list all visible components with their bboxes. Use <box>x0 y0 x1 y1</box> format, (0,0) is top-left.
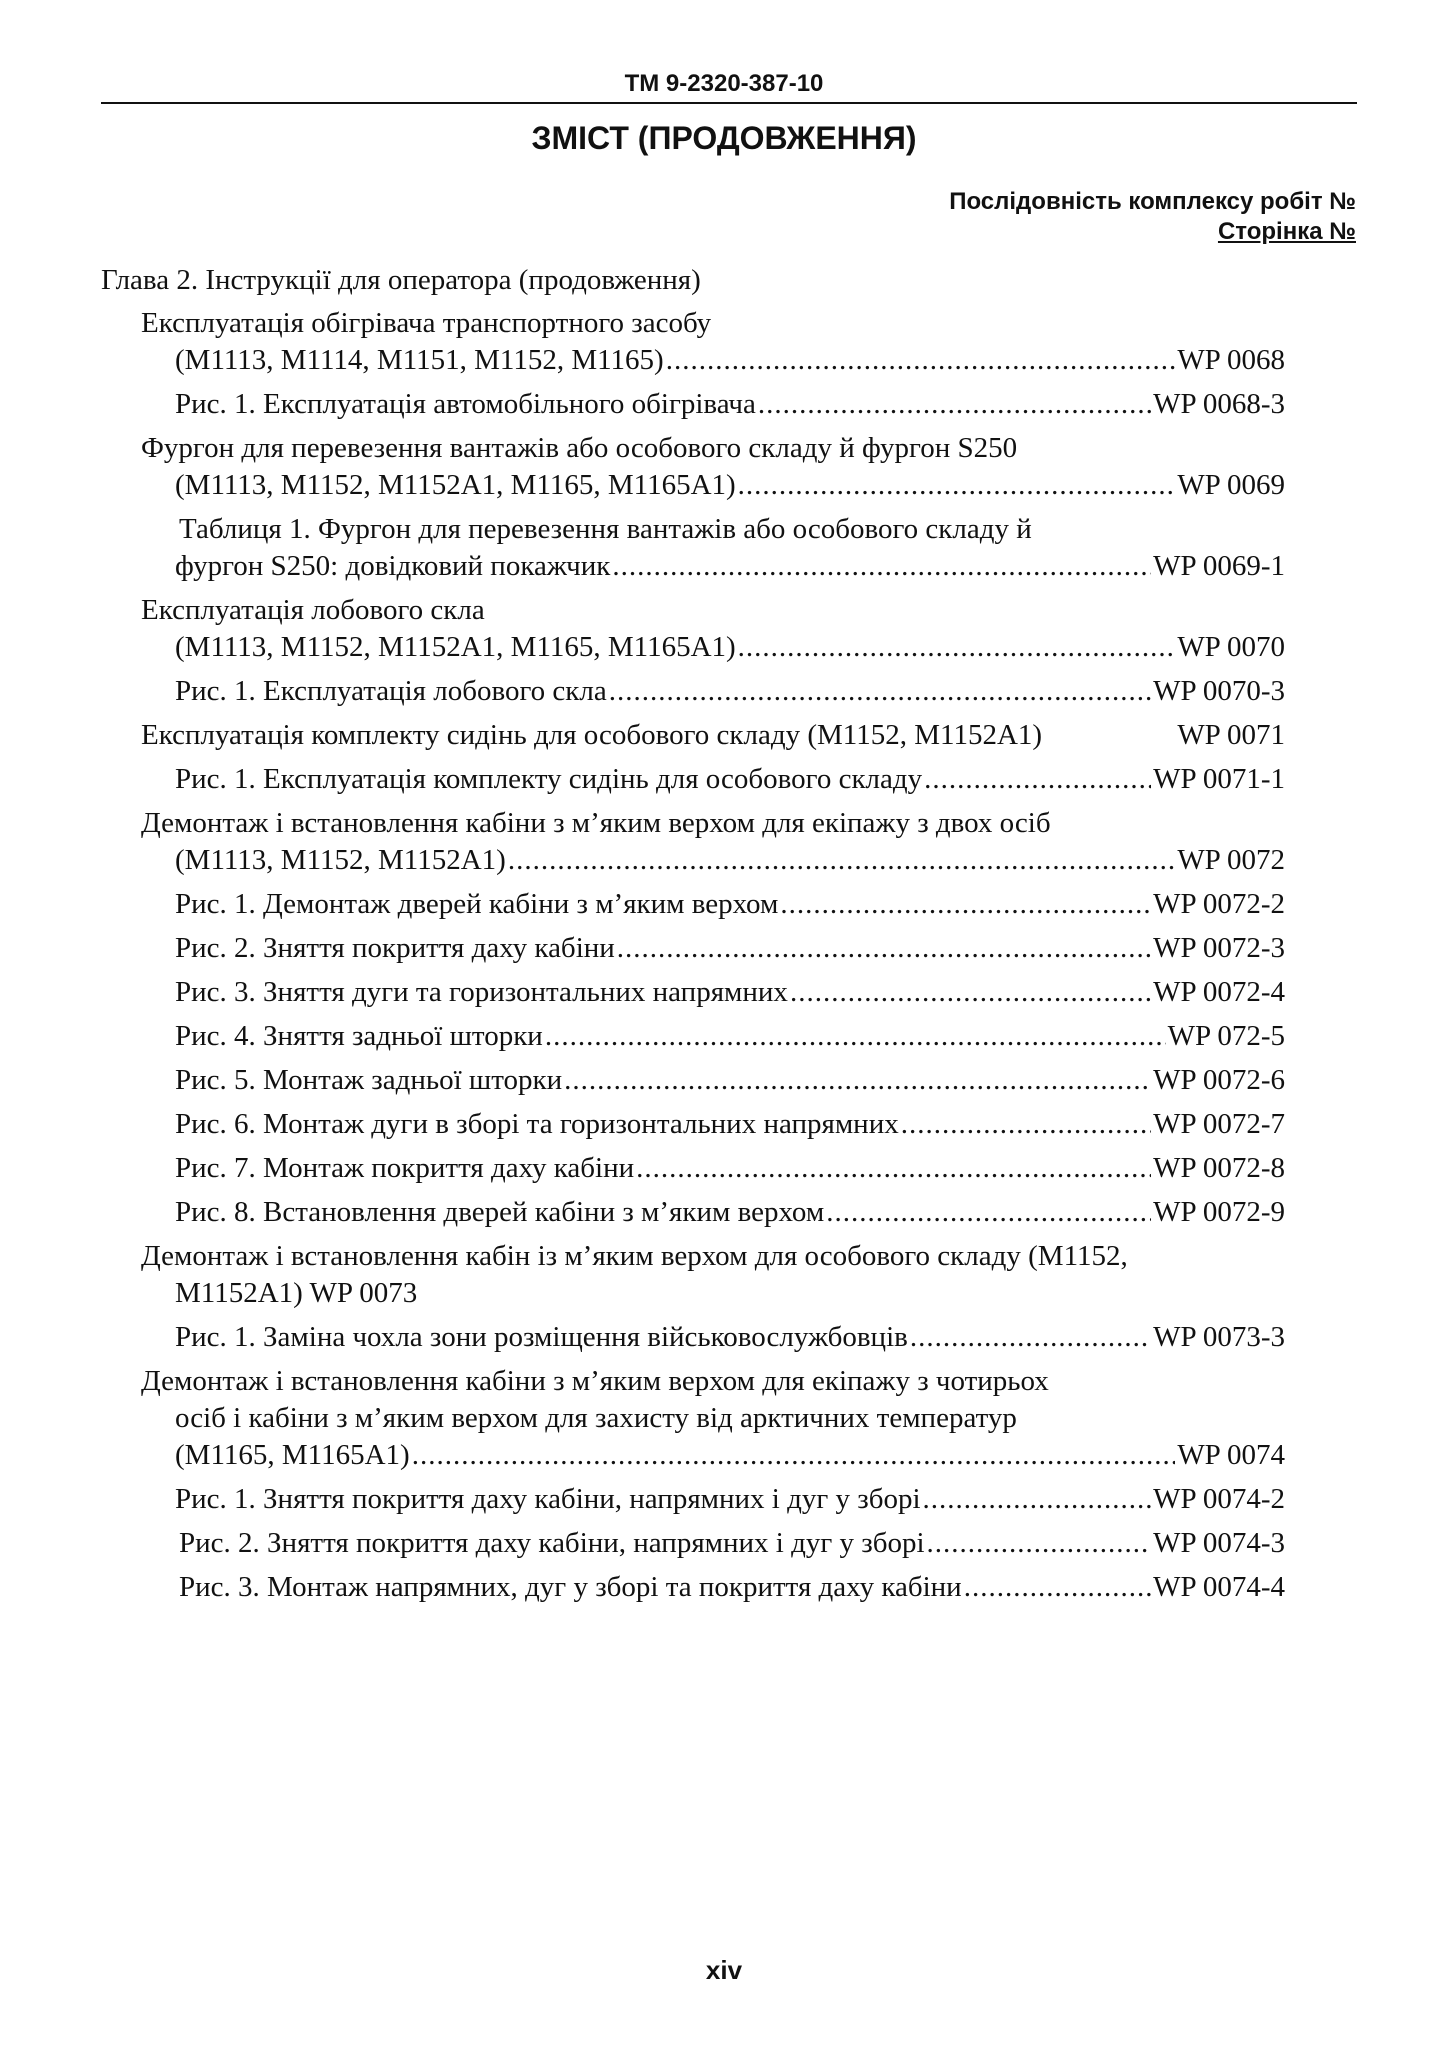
toc-entry-text: Рис. 2. Зняття покриття даху кабіни, напрямних і дуг у зборі <box>179 1527 925 1559</box>
leader-dots <box>564 1062 1151 1099</box>
toc-entry <box>179 1525 1285 1562</box>
toc-entry <box>175 467 1285 504</box>
toc-entry <box>175 930 1285 967</box>
toc-entry <box>175 1319 1285 1356</box>
toc-entry-text: Рис. 4. Зняття задньої шторки <box>175 1020 543 1052</box>
leader-dots <box>738 629 1176 666</box>
toc-entry-page: WP 0072 <box>1177 844 1285 876</box>
leader-dots <box>927 1525 1152 1562</box>
toc-entry <box>141 717 1285 754</box>
toc-entry-heading: осіб і кабіни з м’яким верхом для захисту від арктичних температур <box>175 1402 1017 1434</box>
toc-entry-text: Рис. 3. Монтаж напрямних, дуг у зборі та покриття даху кабіни <box>179 1571 962 1603</box>
chapter-heading: Глава 2. Інструкції для оператора (продовження) <box>101 264 701 296</box>
toc-entry-page: WP 0071-1 <box>1153 763 1285 795</box>
toc-entry-text: Рис. 1. Заміна чохла зони розміщення військовослужбовців <box>175 1321 908 1353</box>
toc-entry-text: Рис. 2. Зняття покриття даху кабіни <box>175 932 615 964</box>
toc-entry-text: Рис. 1. Експлуатація комплекту сидінь для особового складу <box>175 763 923 795</box>
toc-entry-heading: Демонтаж і встановлення кабін із м’яким верхом для особового складу (M1152, <box>141 1240 1128 1272</box>
toc-entry-text: Рис. 1. Зняття покриття даху кабіни, напрямних і дуг у зборі <box>175 1483 921 1515</box>
toc-entry-page: WP 0073-3 <box>1153 1321 1285 1353</box>
leader-dots <box>924 761 1151 798</box>
toc-entry <box>175 886 1285 923</box>
leader-dots <box>508 842 1176 879</box>
leader-dots <box>923 1481 1152 1518</box>
toc-entry-heading: Демонтаж і встановлення кабіни з м’яким верхом для екіпажу з чотирьох <box>141 1365 1049 1397</box>
toc-entry-page: WP 0072-4 <box>1153 976 1285 1008</box>
page-title: ЗМІСТ (ПРОДОВЖЕННЯ) <box>531 120 917 156</box>
toc-entry-page: WP 0072-9 <box>1153 1196 1285 1228</box>
toc-entry <box>175 842 1285 879</box>
leader-dots <box>412 1437 1176 1474</box>
toc-entry-page: WP 0074-4 <box>1153 1571 1285 1603</box>
toc-entry-text: (M1165, M1165A1) <box>175 1439 410 1471</box>
toc-entry-page: WP 0074 <box>1177 1439 1285 1471</box>
toc-entry <box>175 548 1285 585</box>
toc-entry-page: WP 072-5 <box>1167 1020 1285 1052</box>
leader-dots <box>901 1106 1151 1143</box>
toc-entry-text: (M1113, M1152, M1152A1) <box>175 844 506 876</box>
toc-entry-text: Рис. 1. Експлуатація автомобільного обігрівача <box>175 388 756 420</box>
toc-entry-text: Рис. 7. Монтаж покриття даху кабіни <box>175 1152 635 1184</box>
toc-entry <box>175 1481 1285 1518</box>
toc-entry-text: фургон S250: довідковий покажчик <box>175 550 611 582</box>
toc-entry-text: (M1113, M1152, M1152A1, M1165, M1165A1) <box>175 469 736 501</box>
toc-entry-page: WP 0072-8 <box>1153 1152 1285 1184</box>
toc-entry <box>179 1569 1285 1606</box>
toc-entry-page: WP 0070-3 <box>1153 675 1285 707</box>
toc-entry-text: (M1113, M1152, M1152A1, M1165, M1165A1) <box>175 631 736 663</box>
toc-entry <box>175 1106 1285 1143</box>
leader-dots <box>612 548 1151 585</box>
leader-dots <box>666 342 1176 379</box>
toc-entry <box>175 673 1285 710</box>
toc-entry-heading: Таблиця 1. Фургон для перевезення вантажів або особового складу й <box>179 513 1032 545</box>
toc-entry <box>175 1018 1285 1055</box>
leader-dots <box>609 673 1151 710</box>
toc-entry-text: Рис. 3. Зняття дуги та горизонтальних напрямних <box>175 976 788 1008</box>
toc-entry-heading: Фургон для перевезення вантажів або особового складу й фургон S250 <box>141 432 1018 464</box>
toc-entry-text: (M1113, M1114, M1151, M1152, M1165) <box>175 344 664 376</box>
leader-dots <box>964 1569 1151 1606</box>
toc-entry-page: WP 0072-6 <box>1153 1064 1285 1096</box>
toc-entry-heading: Експлуатація лобового скла <box>141 594 485 626</box>
toc-entry-heading: Демонтаж і встановлення кабіни з м’яким верхом для екіпажу з двох осіб <box>141 807 1051 839</box>
toc-entry-page: WP 0069-1 <box>1153 550 1285 582</box>
toc-entry-text: Рис. 1. Демонтаж дверей кабіни з м’яким верхом <box>175 888 779 920</box>
leader-dots <box>636 1150 1151 1187</box>
toc-entry <box>175 974 1285 1011</box>
leader-dots <box>617 930 1151 967</box>
page-number: xiv <box>705 1955 743 1985</box>
toc-entry-page: WP 0074-2 <box>1153 1483 1285 1515</box>
toc-entry-text: Рис. 1. Експлуатація лобового скла <box>175 675 607 707</box>
leader-dots <box>545 1018 1166 1055</box>
toc-entry <box>175 1150 1285 1187</box>
toc-entry-heading: Експлуатація обігрівача транспортного засобу <box>141 307 712 339</box>
toc-entry <box>175 1062 1285 1099</box>
toc-entry <box>175 342 1285 379</box>
toc-entry <box>175 386 1285 423</box>
toc-entry-page: WP 0071 <box>1177 719 1285 751</box>
leader-dots <box>780 886 1151 923</box>
column-heading-sequence: Послідовність комплексу робіт № <box>949 188 1356 215</box>
toc-entry-page: WP 0069 <box>1177 469 1285 501</box>
leader-dots <box>826 1194 1151 1231</box>
toc-entry-page: WP 0070 <box>1177 631 1285 663</box>
leader-dots <box>790 974 1151 1011</box>
toc-entry-text: Рис. 8. Встановлення дверей кабіни з м’яким верхом <box>175 1196 825 1228</box>
toc-entry-page: WP 0072-2 <box>1153 888 1285 920</box>
toc-entry-text: Рис. 6. Монтаж дуги в зборі та горизонтальних напрямних <box>175 1108 899 1140</box>
toc-entry-page: WP 0074-3 <box>1153 1527 1285 1559</box>
document-header-code: TM 9-2320-387-10 <box>624 70 824 97</box>
toc-entry-page: WP 0072-3 <box>1153 932 1285 964</box>
toc-entry <box>175 1437 1285 1474</box>
toc-entry <box>175 1194 1285 1231</box>
toc-entry-page: WP 0068 <box>1177 344 1285 376</box>
toc-entry <box>175 761 1285 798</box>
toc-entry-text: Експлуатація комплекту сидінь для особового складу (M1152, M1152A1) <box>141 719 1043 751</box>
leader-dots <box>910 1319 1151 1356</box>
toc-entry-text: Рис. 5. Монтаж задньої шторки <box>175 1064 563 1096</box>
toc-entry-page: WP 0072-7 <box>1153 1108 1285 1140</box>
column-heading-page: Сторінка № <box>1217 218 1356 245</box>
toc-entry <box>175 629 1285 666</box>
toc-entry-page: WP 0068-3 <box>1153 388 1285 420</box>
header-rule <box>101 102 1357 104</box>
leader-dots <box>758 386 1151 423</box>
leader-dots <box>738 467 1176 504</box>
toc-entry-heading: M1152A1) WP 0073 <box>175 1277 418 1309</box>
